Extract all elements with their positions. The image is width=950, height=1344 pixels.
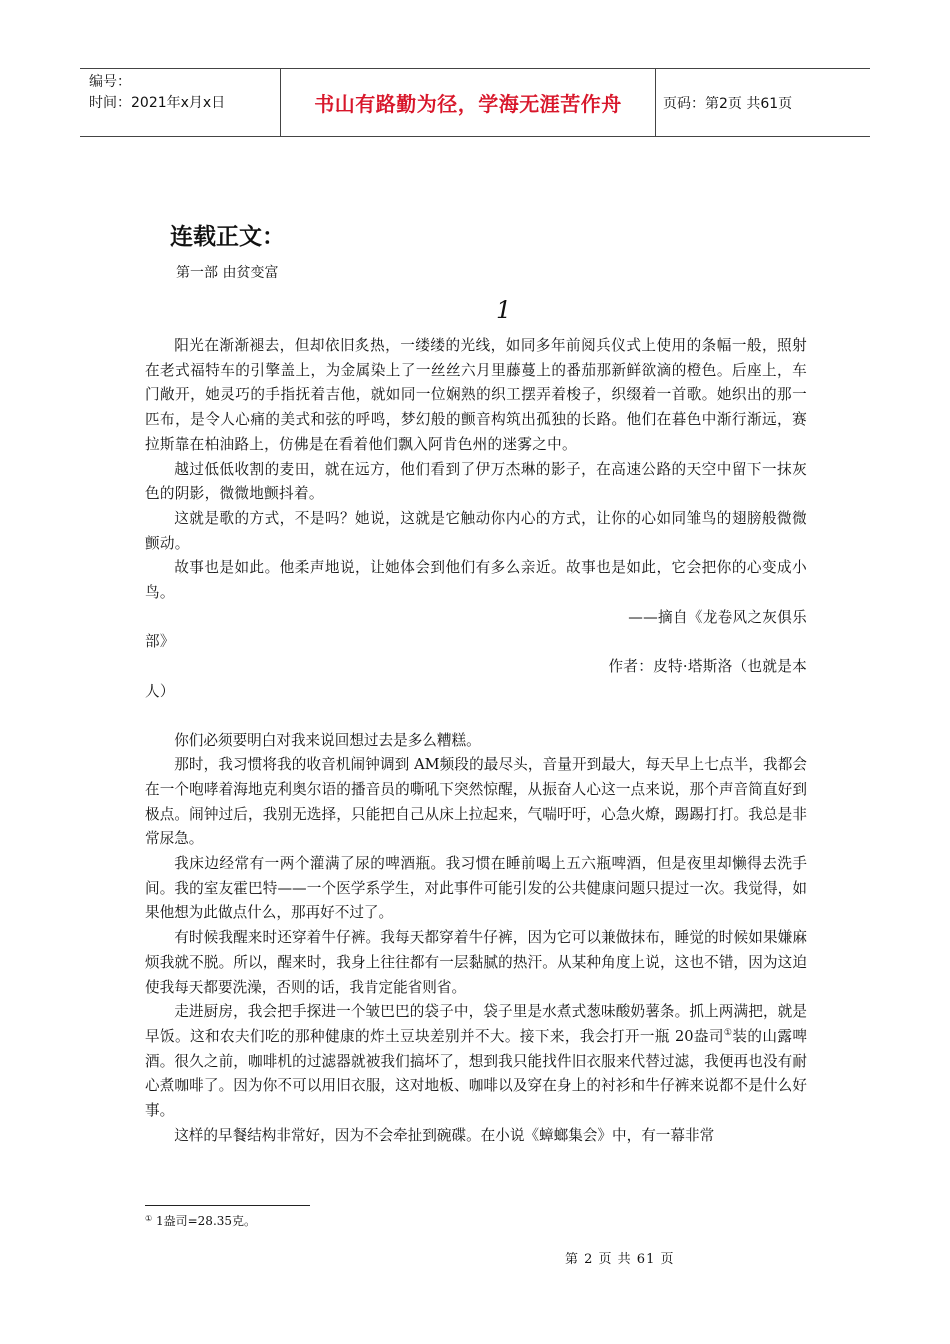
header-info-cell bbox=[80, 69, 281, 136]
body-text-span: 装的山露啤酒。很久之前，咖啡机的过滤器就被我们搞坏了，想到我只能找件旧衣服来代替过滤，我便再也没有耐心煮咖啡了。因为你不可以用旧衣服，这对地板、咖啡以及穿在身上的衬衫和牛仔裤来说都不是什么好事。 bbox=[145, 1027, 807, 1120]
epigraph-paragraph: 这就是歌的方式，不是吗？她说，这就是它触动你内心的方式，让你的心如同雏鸟的翅膀般微微颤动。 bbox=[145, 509, 807, 552]
epigraph-source: ——摘自《龙卷风之灰俱乐 bbox=[628, 608, 807, 626]
epigraph-paragraph: 故事也是如此。他柔声地说，让她体会到他们有多么亲近。故事也是如此，它会把你的心变成小鸟。 bbox=[145, 559, 807, 602]
body-text bbox=[145, 729, 807, 1149]
part-title: 第一部 由贫变富 bbox=[176, 265, 279, 281]
footnote-divider bbox=[145, 1205, 310, 1206]
header-page-code: 页码：第2页 共61页 bbox=[663, 95, 793, 112]
epigraph-paragraph: 阳光在渐渐褪去，但却依旧炙热，一缕缕的光线，如同多年前阅兵仪式上使用的条幅一般，照射在老式福特车的引擎盖上，为金属染上了一丝丝六月里藤蔓上的番茄那新鲜欲滴的橙色。后座上，车门敞开，她灵巧的手指抚着吉他，就如同一位娴熟的织工摆弄着梭子，织缀着一首歌。她织出的那一匹布，是令人心痛的美式和弦的呼鸣，梦幻般的颤音构筑出孤独的长路。他们在暮色中渐行渐远，赛拉斯靠在柏油路上，仿佛是在看着他们飘入阿肯色州的迷雾之中。 bbox=[145, 337, 807, 453]
body-paragraph: 你们必须要明白对我来说回想过去是多么糟糕。 bbox=[174, 731, 481, 749]
body-paragraph: 这样的早餐结构非常好，因为不会牵扯到碗碟。在小说《蟑螂集会》中，有一幕非常 bbox=[174, 1126, 715, 1144]
epigraph bbox=[145, 334, 807, 606]
spacer bbox=[145, 705, 807, 729]
footnote-reference[interactable]: ① bbox=[723, 1027, 733, 1038]
header-motto: 书山有路勤为径，学海无涯苦作舟 bbox=[281, 69, 656, 136]
document-number-label: 编号： bbox=[89, 74, 131, 90]
footnote bbox=[145, 1212, 256, 1229]
body-paragraph: 那时，我习惯将我的收音机闹钟调到 AM频段的最尽头，音量开到最大，每天早上七点半，我都会在一个咆哮着海地克利奥尔语的播音员的嘶吼下突然惊醒，从振奋人心这一点来说，那个声音简直好到极点。闹钟过后，我别无选择，只能把自己从床上拉起来，气喘吁吁，心急火燎，踢踢打打。我总是非常尿急。 bbox=[145, 756, 807, 848]
document-time-label: 时间：2021年x月x日 bbox=[89, 95, 226, 111]
epigraph-author: 作者：皮特·塔斯洛（也就是本 bbox=[608, 658, 807, 676]
epigraph-paragraph: 越过低低收割的麦田，就在远方，他们看到了伊万杰琳的影子，在高速公路的天空中留下一抹灰色的阴影，微微地颤抖着。 bbox=[145, 460, 807, 503]
page-footer: 第 2 页 共 61 页 bbox=[565, 1252, 675, 1267]
main-content bbox=[145, 334, 807, 1149]
body-paragraph bbox=[145, 1000, 807, 1124]
footnote-text: 1盎司=28.35克。 bbox=[152, 1214, 257, 1228]
body-text-span: 走进厨房，我会把手探进一个皱巴巴的袋子中，袋子里是水煮式葱味酸奶薯条。抓上两满把，就是早饭。这和农夫们吃的那种健康的炸土豆块差别并不大。接下来，我会打开一瓶 20盎司 bbox=[145, 1003, 807, 1045]
body-paragraph: 我床边经常有一两个灌满了尿的啤酒瓶。我习惯在睡前喝上五六瓶啤酒，但是夜里却懒得去洗手间。我的室友霍巴特——一个医学系学生，对此事件可能引发的公共健康问题只提过一次。我觉得，如果他想为此做点什么，那再好不过了。 bbox=[145, 855, 807, 922]
footnote-marker: ① bbox=[145, 1214, 153, 1223]
epigraph-author-continued: 人） bbox=[145, 682, 175, 700]
body-paragraph: 有时候我醒来时还穿着牛仔裤。我每天都穿着牛仔裤，因为它可以兼做抹布，睡觉的时候如果嫌麻烦我就不脱。所以，醒来时，我身上往往都有一层黏腻的热汗。从某种角度上说，这也不错，因为这迫使我每天都要洗澡，否则的话，我肯定能省则省。 bbox=[145, 929, 807, 996]
epigraph-source-continued: 部》 bbox=[145, 633, 175, 651]
chapter-number: 1 bbox=[496, 296, 512, 324]
section-heading: 连载正文： bbox=[170, 224, 285, 250]
page-header bbox=[80, 68, 870, 137]
